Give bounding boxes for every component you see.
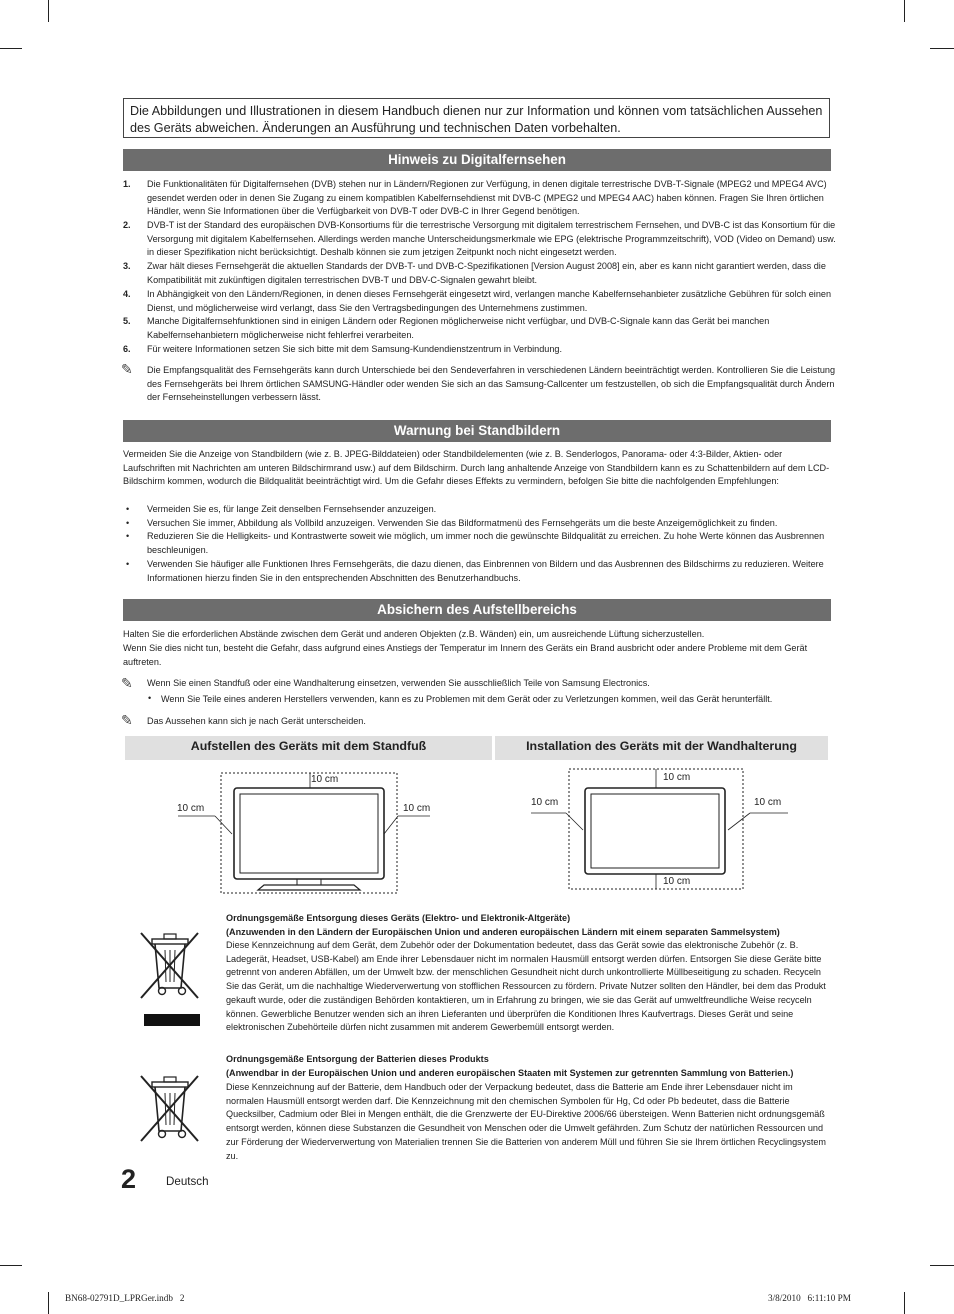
disclaimer-box: Die Abbildungen und Illustrationen in diesem Handbuch dienen nur zur Information und können vom tatsächlichen Aussehen des Geräts abweichen. Änderungen an Ausführung und technischen Daten vorbehalten. — [123, 98, 830, 138]
stand-title: Aufstellen des Geräts mit dem Standfuß — [125, 736, 492, 760]
crop-mark — [48, 1292, 49, 1314]
list-number: 1. — [123, 179, 131, 189]
list-number: 6. — [123, 344, 131, 354]
list-item: DVB-T ist der Standard des europäischen DVB-Konsortiums für die terrestrische Versorgung mit digitalem terrestrischem Fernsehen, und DVB-C ist das Konsortium für die Versorgung mit digitalem Kabelfernsehen. Allerdings werden manche Unterscheidungsmerkmale wie EPG (elektrische Programmzeitschrift), VOD (Video on Demand) usw. in dieser Spezifikation nicht berücksichtigt. Deshalb können sie zum jetzigen Zeitpunkt noch nicht eingesetzt werden. — [147, 220, 836, 258]
weee-subtitle: (Anzuwenden in den Ländern der Europäischen Union und anderen europäischen Ländern mit einem separaten Sammelsystem) — [226, 927, 780, 937]
still-intro: Vermeiden Sie die Anzeige von Standbildern (wie z. B. JPEG-Bilddateien) oder Standbildelementen (wie z. B. Senderlogos, Panorama- oder 4:3-Bilder, Aktien- oder Laufschriften mit Nachrichten am unteren Bildschirmrand usw.) auf dem Bildschirm. Durch lang anhaltende Anzeige von Standbildern kann es zu Schattenbildern auf dem LCD-Bildschirm kommen, wodurch die Bildqualität beeinträchtigt wird. Um die Gefahr dieses Effekts zu vermindern, befolgen Sie bitte die nachfolgenden Empfehlungen: — [123, 449, 830, 487]
weee-title: Ordnungsgemäße Entsorgung dieses Geräts (Elektro- und Elektronik-Altgeräte) — [226, 913, 571, 923]
crop-mark — [0, 1265, 22, 1266]
note-text: Wenn Sie einen Standfuß oder eine Wandhalterung einsetzen, verwenden Sie ausschließlich Teile von Samsung Electronics. — [147, 678, 650, 688]
stand-diagram — [160, 766, 450, 894]
list-number: 5. — [123, 316, 131, 326]
crossed-bin-icon — [138, 930, 204, 1030]
list-item: Manche Digitalfernsehfunktionen sind in einigen Ländern oder Regionen möglicherweise nicht verfügbar, und DVB-C-Signale kann das Gerät bei manchen Kabelfernsehanbietern möglicherweise nicht fehlerfrei verarbeiten. — [147, 316, 770, 340]
crop-mark — [904, 1292, 905, 1314]
note-text: Das Aussehen kann sich je nach Gerät unterscheiden. — [147, 716, 366, 726]
note-pencil-icon: ✎ — [121, 361, 133, 377]
list-item: Für weitere Informationen setzen Sie sich bitte mit dem Samsung-Kundendienstzentrum in Verbindung. — [147, 344, 562, 354]
crossed-battery-bin-icon — [138, 1073, 204, 1149]
clearance-label: 10 cm — [754, 797, 782, 808]
note-pencil-icon: ✎ — [121, 712, 133, 728]
weee-body: Diese Kennzeichnung auf dem Gerät, dem Zubehör oder der Dokumentation bedeutet, dass das Gerät sowie das elektronische Zubehör (z. B. Ladegerät, Headset, USB-Kabel) am Ende ihrer Lebensdauer nicht im normalen Hausmüll entsorgt werden dürfen. Entsorgen Sie diese Geräte bitte getrennt von anderen Abfällen, um der Umwelt bzw. der menschlichen Gesundheit nicht durch unkontrollierte Müllbeseitigung zu schaden. Recyceln Sie das Gerät, um die nachhaltige Wiederverwertung von stofflichen Ressourcen zu fördern. Private Nutzer sollten den Händler, bei dem das Produkt gekauft wurde, oder die zuständigen Behörden kontaktieren, um in Erfahrung zu bringen, wie sie das Gerät auf umweltfreundliche Weise recyceln können. Gewerbliche Benutzer wenden sich an ihren Lieferanten und überprüfen die Konditionen Ihres Kaufvertrags. Dieses Gerät und seine elektronischen Zubehörteile dürfen nicht zusammen mit anderem Gewerbemüll entsorgt werden. — [226, 940, 826, 1033]
list-number: 3. — [123, 261, 131, 271]
note-pencil-icon: ✎ — [121, 675, 133, 691]
bullet-icon: • — [126, 518, 130, 528]
clearance-label: 10 cm — [663, 876, 691, 887]
bullet-item: Verwenden Sie häufiger alle Funktionen Ihres Fernsehgeräts, die dazu dienen, das Einbrennen von Bildern und das Ausbrennen des Bildschirms zu reduzieren. Weitere Informationen hierzu finden Sie in den entsprechenden Abschnitten des Benutzerhandbuchs. — [147, 559, 824, 583]
battery-subtitle: (Anwendbar in der Europäischen Union und anderen europäischen Staaten mit Systemen zur getrennten Sammlung von Batterien.) — [226, 1068, 794, 1078]
section-title-digital: Hinweis zu Digitalfernsehen — [123, 149, 831, 171]
bullet-icon: • — [126, 531, 130, 541]
wall-mount-diagram — [528, 766, 793, 894]
bullet-item: Vermeiden Sie es, für lange Zeit denselben Fernsehsender anzuzeigen. — [147, 504, 437, 514]
section-title-still: Warnung bei Standbildern — [123, 420, 831, 442]
secure-paragraph: Wenn Sie dies nicht tun, besteht die Gefahr, dass aufgrund eines Anstiegs der Temperatur im Innern des Geräts ein Brand ausbricht oder andere Probleme mit dem Gerät auftreten. — [123, 643, 808, 667]
page-number: 2 — [121, 1164, 137, 1194]
bullet-item: Reduzieren Sie die Helligkeits- und Kontrastwerte soweit wie möglich, um immer noch die gewünschte Bildqualität zu erreichen. Zu hohe Werte können das Ausbrennen beschleunigen. — [147, 531, 825, 555]
list-item: In Abhängigkeit von den Ländern/Regionen, in denen dieses Fernsehgerät eingesetzt wird, verlangen manche Kabelfernsehanbieter zusätzliche Gebühren für solch einen Dienst, und möglicherweise wird verlangt, dass Sie den Vertragsbedingungen des Unternehmens zustimmen. — [147, 289, 831, 313]
bullet-icon: • — [126, 504, 130, 514]
clearance-label: 10 cm — [663, 772, 691, 783]
clearance-label: 10 cm — [531, 797, 559, 808]
clearance-label: 10 cm — [177, 803, 205, 814]
bullet-item: Versuchen Sie immer, Abbildung als Vollbild anzuzeigen. Verwenden Sie das Bildformatmenü des Fernsehgeräts um die beste Anzeigemöglichkeit zu finden. — [147, 518, 778, 528]
crop-mark — [48, 0, 49, 22]
bullet-icon: • — [126, 559, 130, 569]
clearance-label: 10 cm — [403, 803, 431, 814]
page-language: Deutsch — [166, 1175, 209, 1188]
sub-bullet: Wenn Sie Teile eines anderen Herstellers verwenden, kann es zu Problemen mit dem Gerät oder zu Verletzungen kommen, weil das Gerät herunterfällt. — [161, 694, 773, 704]
crop-mark — [930, 1265, 954, 1266]
crop-mark — [930, 48, 954, 49]
crop-mark — [904, 0, 905, 22]
battery-body: Diese Kennzeichnung auf der Batterie, dem Handbuch oder der Verpackung bedeutet, dass die Batterie am Ende ihrer Lebensdauer nicht im normalen Hausmüll entsorgt werden darf. Die Kennzeichnung mit den chemischen Symbolen für Hg, Cd oder Pb bedeutet, dass die Batterie Quecksilber, Cadmium oder Blei in Mengen enthält, die die Grenzwerte der EU-Direktive 2006/66 übersteigen. Wenn Batterien nicht ordnungsgemäß entsorgt werden, können diese Substanzen die Gesundheit von Menschen oder die Umwelt gefährden. Zum Schutz der natürlichen Ressourcen und zur Förderung der Wiederverwertung von Materialien trennen Sie die Batterien von anderem Müll und führen Sie sie Ihrem örtlichen Recyclingsystem zu. — [226, 1082, 826, 1161]
list-number: 4. — [123, 289, 131, 299]
bullet-icon: • — [148, 693, 152, 703]
print-date: 3/8/2010 6:11:10 PM — [768, 1293, 851, 1303]
crop-mark — [0, 48, 22, 49]
secure-paragraph: Halten Sie die erforderlichen Abstände zwischen dem Gerät und anderen Objekten (z.B. Wänden) ein, um ausreichende Lüftung sicherzustellen. — [123, 629, 705, 639]
list-number: 2. — [123, 220, 131, 230]
note-text: Die Empfangsqualität des Fernsehgeräts kann durch Unterschiede bei den Sendeverfahren in verschiedenen Ländern beeinträchtigt werden. Kontrollieren Sie die Leistung des Fernsehgeräts bei Ihrem örtlichen SAMSUNG-Händler oder wenden Sie sich an das Samsung-Callcenter um festzustellen, ob sich die Empfangsqualität durch Ändern der Fernseheinstellungen verbessern lässt. — [147, 365, 836, 403]
list-item: Die Funktionalitäten für Digitalfernsehen (DVB) stehen nur in Ländern/Regionen zur Verfügung, in denen digitale terrestrische DVB-T-Signale (MPEG2 und MPEG4 AVC) gesendet werden oder in denen Sie Zugang zu einem kompatiblen Kabelfernsehdienst mit DVB-C (MPEG2 und MPEG4 AAC) haben können. Fragen Sie Ihren örtlichen Händler, wenn Sie Informationen über die Verfügbarkeit von DVB-T oder DVB-C in Ihrer Gegend benötigen. — [147, 179, 827, 217]
battery-title: Ordnungsgemäße Entsorgung der Batterien dieses Produkts — [226, 1054, 489, 1064]
wall-title: Installation des Geräts mit der Wandhalterung — [495, 736, 828, 760]
file-name: BN68-02791D_LPRGer.indb 2 — [65, 1293, 185, 1303]
clearance-label: 10 cm — [311, 774, 339, 785]
list-item: Zwar hält dieses Fernsehgerät die aktuellen Standards der DVB-T- und DVB-C-Spezifikationen [Version August 2008] ein, aber es kann nicht garantiert werden, dass die Kompatibilität mit zukünftigen digitalen terrestrischen DVB-T und DBV-C-Signalen gewahrt bleibt. — [147, 261, 826, 285]
section-title-secure: Absichern des Aufstellbereichs — [123, 599, 831, 621]
